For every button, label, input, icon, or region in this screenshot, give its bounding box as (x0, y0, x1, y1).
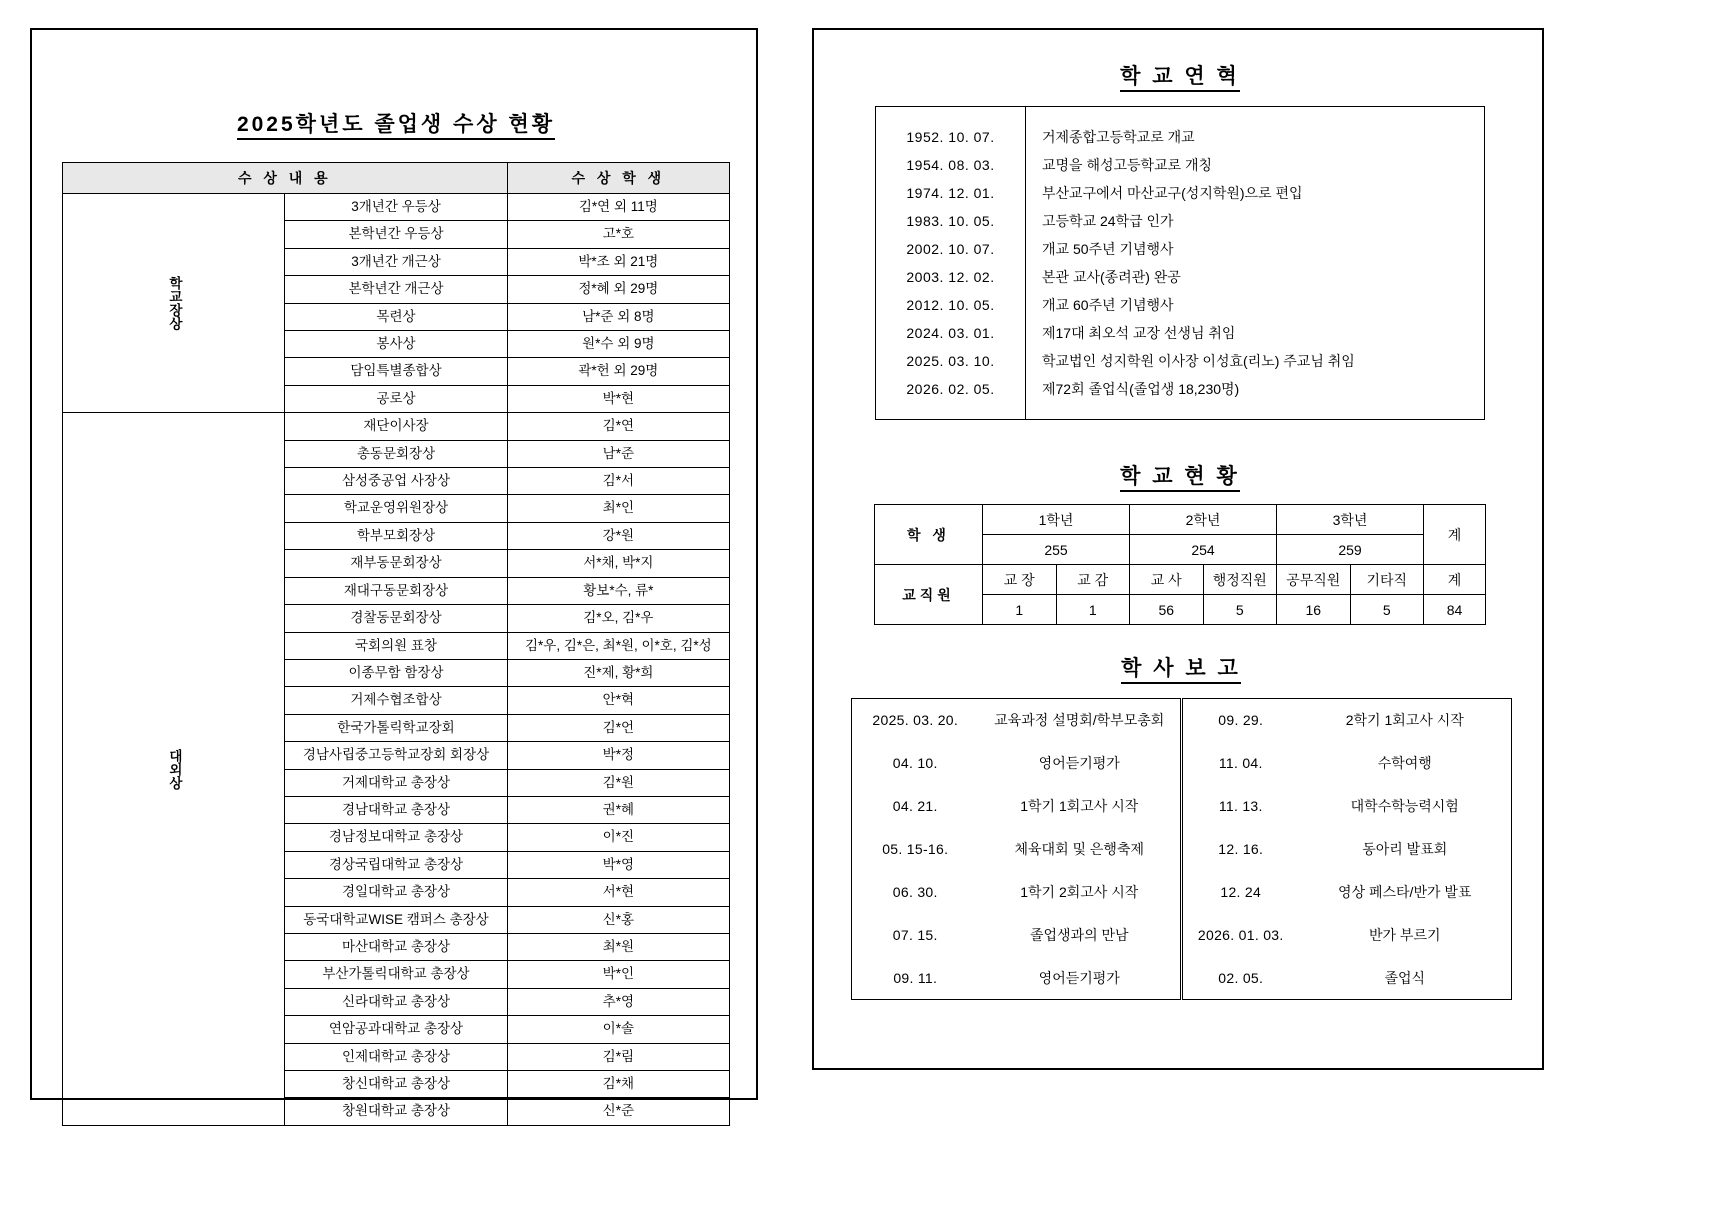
status-title-text: 학 교 현 황 (1120, 465, 1240, 492)
award-name-cell: 학부모회장상 (285, 522, 507, 549)
report-right-event: 수학여행 (1377, 755, 1432, 771)
history-date-cell: 2003. 12. 02. (876, 263, 1026, 291)
status-staff-label: 교직원 (875, 565, 983, 625)
history-row (876, 291, 1485, 319)
award-name-cell: 경일대학교 총장상 (285, 879, 507, 906)
report-right-event: 동아리 발표회 (1362, 841, 1448, 857)
award-name-cell: 동국대학교WISE 캠퍼스 총장상 (285, 906, 507, 933)
spacer-cell (876, 403, 1026, 420)
award-student-cell: 원*수 외 9명 (507, 331, 729, 358)
history-row (876, 235, 1485, 263)
award-name-cell: 3개년간 우등상 (285, 194, 507, 221)
award-student-cell: 김*연 외 11명 (507, 194, 729, 221)
status-staff-count: 5 (1350, 595, 1424, 625)
report-right-date: 12. 16. (1181, 828, 1299, 871)
report-row (851, 871, 1511, 914)
report-row (851, 957, 1511, 1000)
status-staff-count: 1 (1056, 595, 1130, 625)
report-left-event: 체육대회 및 은행축제 (1014, 841, 1144, 857)
awards-table (62, 162, 730, 1126)
status-staff-header: 교 감 (1056, 565, 1130, 595)
award-name-cell: 담임특별종합상 (285, 358, 507, 385)
status-section (844, 460, 1516, 625)
award-student-cell: 추*영 (507, 988, 729, 1015)
award-name-cell: 창신대학교 총장상 (285, 1071, 507, 1098)
award-name-cell: 삼성중공업 사장상 (285, 468, 507, 495)
award-student-cell: 박*인 (507, 961, 729, 988)
history-row (876, 179, 1485, 207)
award-name-cell: 경상국립대학교 총장상 (285, 851, 507, 878)
award-name-cell: 봉사상 (285, 331, 507, 358)
award-student-cell: 박*영 (507, 851, 729, 878)
history-date-cell: 1983. 10. 05. (876, 207, 1026, 235)
history-date-cell: 2012. 10. 05. (876, 291, 1026, 319)
award-student-cell: 김*채 (507, 1071, 729, 1098)
history-row (876, 375, 1485, 403)
award-name-cell: 이종무함 함장상 (285, 659, 507, 686)
award-student-cell: 곽*헌 외 29명 (507, 358, 729, 385)
award-name-cell: 재부동문회장상 (285, 550, 507, 577)
report-section (836, 652, 1526, 1000)
award-student-cell: 김*연 (507, 413, 729, 440)
report-right-event: 반가 부르기 (1368, 927, 1441, 943)
award-name-cell: 3개년간 개근상 (285, 248, 507, 275)
history-date-cell: 1974. 12. 01. (876, 179, 1026, 207)
status-grade-header: 1학년 (983, 505, 1130, 535)
history-event-cell: 제72회 졸업식(졸업생 18,230명) (1042, 381, 1240, 397)
left-sheet (30, 28, 758, 1119)
report-left-date: 06. 30. (892, 884, 938, 900)
award-name-cell: 공로상 (285, 385, 507, 412)
header-award-student: 수 상 학 생 (507, 163, 729, 194)
award-student-cell: 고*호 (507, 221, 729, 248)
report-table (851, 698, 1512, 1000)
award-name-cell: 창원대학교 총장상 (285, 1098, 507, 1125)
report-left-event: 영어듣기평가 (1038, 969, 1120, 986)
award-student-cell: 김*오, 김*우 (507, 605, 729, 632)
spacer-row (876, 403, 1485, 420)
award-name-cell: 본학년간 개근상 (285, 276, 507, 303)
award-student-cell: 정*혜 외 29명 (507, 276, 729, 303)
report-left-date: 07. 15. (892, 927, 938, 943)
award-student-cell: 안*혁 (507, 687, 729, 714)
history-date-cell: 2026. 02. 05. (876, 375, 1026, 403)
report-left-date: 09. 11. (893, 969, 938, 986)
award-student-cell: 김*림 (507, 1043, 729, 1070)
history-event-cell: 학교법인 성지학원 이사장 이성효(리노) 주교님 취임 (1042, 353, 1355, 369)
award-name-cell: 연암공과대학교 총장상 (285, 1016, 507, 1043)
header-award-content: 수 상 내 용 (63, 163, 508, 194)
award-student-cell: 황보*수, 류* (507, 577, 729, 604)
award-student-cell: 이*솔 (507, 1016, 729, 1043)
report-right-date: 11. 13. (1181, 785, 1299, 828)
status-student-label: 학 생 (875, 505, 983, 565)
report-row (851, 699, 1511, 742)
status-staff-count: 1 (983, 595, 1057, 625)
status-grade-total-header: 계 (1424, 505, 1486, 565)
history-row (876, 123, 1485, 151)
spacer-cell (1026, 107, 1485, 124)
awards-section (62, 108, 730, 1126)
status-staff-count: 5 (1203, 595, 1277, 625)
award-student-cell: 이*진 (507, 824, 729, 851)
history-row (876, 347, 1485, 375)
report-right-date: 12. 24 (1181, 871, 1299, 914)
report-right-event: 졸업식 (1384, 969, 1426, 986)
award-student-cell: 남*준 (507, 440, 729, 467)
status-staff-header: 계 (1424, 565, 1486, 595)
award-student-cell: 권*혜 (507, 796, 729, 823)
award-student-cell: 박*조 외 21명 (507, 248, 729, 275)
status-grade-header: 3학년 (1277, 505, 1424, 535)
award-name-cell: 인제대학교 총장상 (285, 1043, 507, 1070)
status-staff-count: 84 (1424, 595, 1486, 625)
award-name-cell: 학교운영위원장상 (285, 495, 507, 522)
status-row (875, 565, 1486, 595)
report-left-date: 05. 15-16. (882, 841, 949, 857)
award-name-cell: 본학년간 우등상 (285, 221, 507, 248)
award-category-label: 학교장상 (63, 194, 285, 413)
report-row (851, 828, 1511, 871)
status-row (875, 505, 1486, 535)
award-name-cell: 국회의원 표창 (285, 632, 507, 659)
status-grade-count: 254 (1130, 535, 1277, 565)
award-name-cell: 신라대학교 총장상 (285, 988, 507, 1015)
status-grade-count: 259 (1277, 535, 1424, 565)
spacer-cell (1026, 403, 1485, 420)
right-sheet (812, 28, 1544, 1070)
report-left-date: 04. 21. (892, 798, 938, 814)
report-left-event: 졸업생과의 만남 (1029, 927, 1129, 943)
history-event-cell: 교명을 해성고등학교로 개칭 (1042, 157, 1213, 173)
award-name-cell: 경찰동문회장상 (285, 605, 507, 632)
status-grade-header: 2학년 (1130, 505, 1277, 535)
history-event-cell: 본관 교사(종려관) 완공 (1042, 269, 1181, 285)
award-name-cell: 목련상 (285, 303, 507, 330)
award-name-cell: 거제대학교 총장상 (285, 769, 507, 796)
status-staff-count: 16 (1277, 595, 1351, 625)
history-event-cell: 고등학교 24학급 인가 (1042, 213, 1174, 229)
status-title (844, 460, 1516, 490)
report-left-event: 1학기 1회고사 시작 (1020, 798, 1139, 814)
spacer-cell (876, 107, 1026, 124)
award-student-cell: 신*홍 (507, 906, 729, 933)
status-staff-header: 교 사 (1130, 565, 1204, 595)
award-student-cell: 남*준 외 8명 (507, 303, 729, 330)
history-event-cell: 개교 50주년 기념행사 (1042, 241, 1174, 257)
history-event-cell: 개교 60주년 기념행사 (1042, 297, 1174, 313)
history-date-cell: 1954. 08. 03. (876, 151, 1026, 179)
report-row (851, 914, 1511, 957)
report-title (836, 652, 1526, 682)
history-table (875, 106, 1485, 420)
history-row (876, 319, 1485, 347)
status-grade-count: 255 (983, 535, 1130, 565)
award-name-cell: 거제수협조합상 (285, 687, 507, 714)
award-student-cell: 진*제, 황*희 (507, 659, 729, 686)
history-date-cell: 1952. 10. 07. (876, 123, 1026, 151)
awards-title-text: 2025학년도 졸업생 수상 현황 (237, 113, 555, 140)
history-date-cell: 2024. 03. 01. (876, 319, 1026, 347)
award-student-cell: 강*원 (507, 522, 729, 549)
status-staff-count: 56 (1130, 595, 1204, 625)
table-row (63, 194, 730, 221)
award-name-cell: 재단이사장 (285, 413, 507, 440)
awards-table-header-row (63, 163, 730, 194)
history-title (844, 60, 1516, 90)
status-staff-header: 공무직원 (1277, 565, 1351, 595)
award-student-cell: 서*채, 박*지 (507, 550, 729, 577)
history-date-cell: 2002. 10. 07. (876, 235, 1026, 263)
award-student-cell: 신*준 (507, 1098, 729, 1125)
award-student-cell: 김*서 (507, 468, 729, 495)
award-name-cell: 마산대학교 총장상 (285, 933, 507, 960)
history-event-cell: 제17대 최오석 교장 선생님 취임 (1042, 325, 1236, 341)
history-title-text: 학 교 연 혁 (1120, 65, 1240, 92)
report-right-date: 2026. 01. 03. (1181, 914, 1299, 957)
report-right-date: 09. 29. (1181, 699, 1299, 742)
history-section (844, 60, 1516, 420)
award-name-cell: 재대구동문회장상 (285, 577, 507, 604)
award-name-cell: 부산가톨릭대학교 총장상 (285, 961, 507, 988)
status-table (874, 504, 1486, 625)
award-student-cell: 최*원 (507, 933, 729, 960)
award-name-cell: 경남사립중고등학교장회 회장상 (285, 742, 507, 769)
award-student-cell: 박*현 (507, 385, 729, 412)
history-event-cell: 부산교구에서 마산교구(성지학원)으로 편입 (1042, 185, 1303, 201)
report-left-event: 1학기 2회고사 시작 (1020, 884, 1139, 900)
status-staff-header: 기타직 (1350, 565, 1424, 595)
report-left-event: 교육과정 설명회/학부모총회 (994, 712, 1165, 729)
status-staff-header: 행정직원 (1203, 565, 1277, 595)
report-row (851, 742, 1511, 785)
report-right-date: 11. 04. (1181, 742, 1299, 785)
award-name-cell: 경남대학교 총장상 (285, 796, 507, 823)
report-left-event: 영어듣기평가 (1038, 755, 1120, 771)
history-row (876, 151, 1485, 179)
table-row (63, 413, 730, 440)
report-title-text: 학 사 보 고 (1121, 657, 1241, 684)
award-category-label: 대외상 (63, 413, 285, 1126)
report-left-date: 2025. 03. 20. (872, 712, 959, 729)
award-name-cell: 총동문회장상 (285, 440, 507, 467)
award-student-cell: 최*인 (507, 495, 729, 522)
report-right-event: 2학기 1회고사 시작 (1345, 712, 1464, 729)
history-date-cell: 2025. 03. 10. (876, 347, 1026, 375)
report-right-event: 영상 페스타/반가 발표 (1338, 884, 1472, 900)
awards-title (62, 108, 730, 138)
award-student-cell: 김*우, 김*은, 최*원, 이*호, 김*성 (507, 632, 729, 659)
award-name-cell: 한국가톨릭학교장회 (285, 714, 507, 741)
award-student-cell: 서*현 (507, 879, 729, 906)
award-name-cell: 경남정보대학교 총장상 (285, 824, 507, 851)
history-event-cell: 거제종합고등학교로 개교 (1042, 129, 1195, 145)
history-row (876, 263, 1485, 291)
spacer-row (876, 107, 1485, 124)
report-right-date: 02. 05. (1181, 957, 1299, 1000)
history-row (876, 207, 1485, 235)
award-student-cell: 김*언 (507, 714, 729, 741)
report-left-date: 04. 10. (892, 755, 938, 771)
report-right-event: 대학수학능력시험 (1350, 798, 1459, 814)
status-staff-header: 교 장 (983, 565, 1057, 595)
award-student-cell: 박*정 (507, 742, 729, 769)
award-student-cell: 김*원 (507, 769, 729, 796)
report-row (851, 785, 1511, 828)
